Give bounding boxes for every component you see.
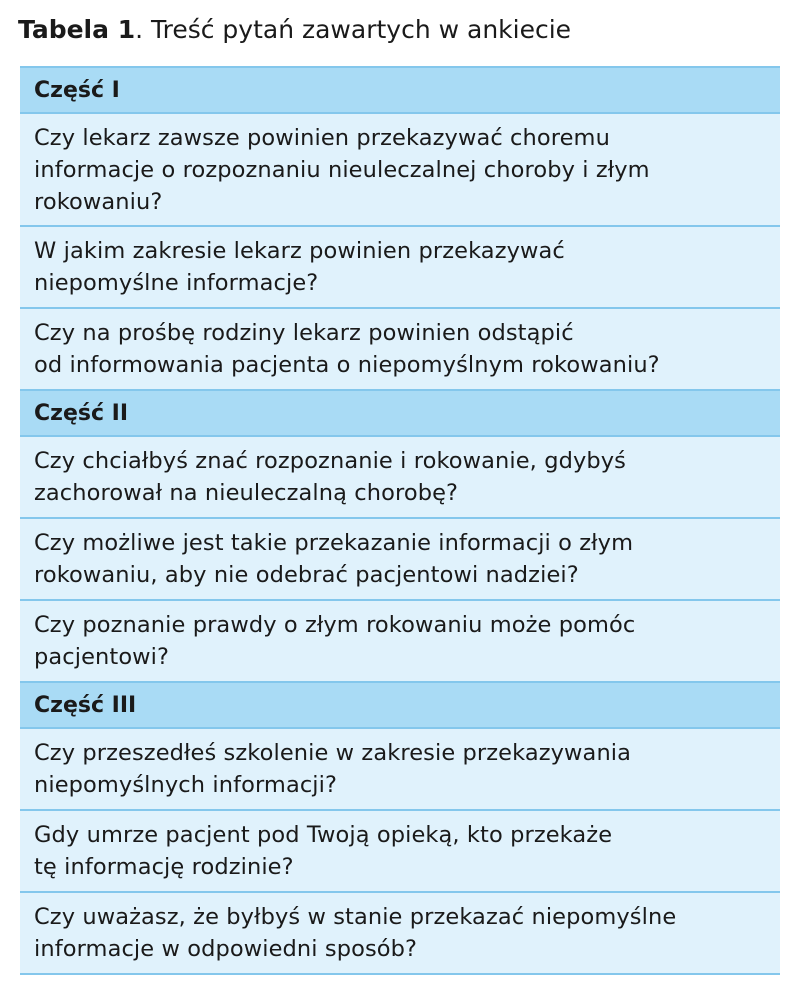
table-bottom-border <box>20 973 780 975</box>
question-row <box>20 517 780 599</box>
question-row <box>20 809 780 891</box>
question-line: rokowaniu, aby nie odebrać pacjentowi nadziei? <box>34 562 579 588</box>
question-line: Czy lekarz zawsze powinien przekazywać choremu <box>34 125 610 151</box>
question-line: W jakim zakresie lekarz powinien przekazywać <box>34 238 565 264</box>
question-line: zachorował na nieuleczalną chorobę? <box>34 480 459 506</box>
question-line: informacje o rozpoznaniu nieuleczalnej choroby i złym <box>34 157 650 183</box>
question-row <box>20 225 780 307</box>
section-header-2: Część II <box>20 389 780 435</box>
question-row <box>20 599 780 681</box>
survey-table <box>20 66 780 975</box>
question-line: Czy na prośbę rodziny lekarz powinien odstąpić <box>34 320 574 346</box>
question-row <box>20 727 780 809</box>
question-line: Czy uważasz, że byłbyś w stanie przekazać niepomyślne <box>34 904 677 930</box>
question-line: Czy możliwe jest takie przekazanie informacji o złym <box>34 530 634 556</box>
question-row <box>20 435 780 517</box>
question-line: informacje w odpowiedni sposób? <box>34 936 418 962</box>
question-line: pacjentowi? <box>34 644 170 670</box>
question-row <box>20 891 780 973</box>
section-header-3: Część III <box>20 681 780 727</box>
question-line: Czy poznanie prawdy o złym rokowaniu może pomóc <box>34 612 636 638</box>
question-row <box>20 307 780 389</box>
question-row <box>20 112 780 225</box>
caption-label: Tabela 1 <box>18 15 136 44</box>
caption-text: . Treść pytań zawartych w ankiecie <box>135 15 572 44</box>
section-header-1: Część I <box>20 66 780 112</box>
question-line: tę informację rodzinie? <box>34 854 294 880</box>
question-line: niepomyślnych informacji? <box>34 772 338 798</box>
table-caption <box>18 14 571 46</box>
question-line: Czy chciałbyś znać rozpoznanie i rokowanie, gdybyś <box>34 448 626 474</box>
question-line: Gdy umrze pacjent pod Twoją opieką, kto przekaże <box>34 822 613 848</box>
question-line: niepomyślne informacje? <box>34 270 319 296</box>
question-line: rokowaniu? <box>34 189 163 215</box>
question-line: Czy przeszedłeś szkolenie w zakresie przekazywania <box>34 740 632 766</box>
question-line: od informowania pacjenta o niepomyślnym rokowaniu? <box>34 352 660 378</box>
